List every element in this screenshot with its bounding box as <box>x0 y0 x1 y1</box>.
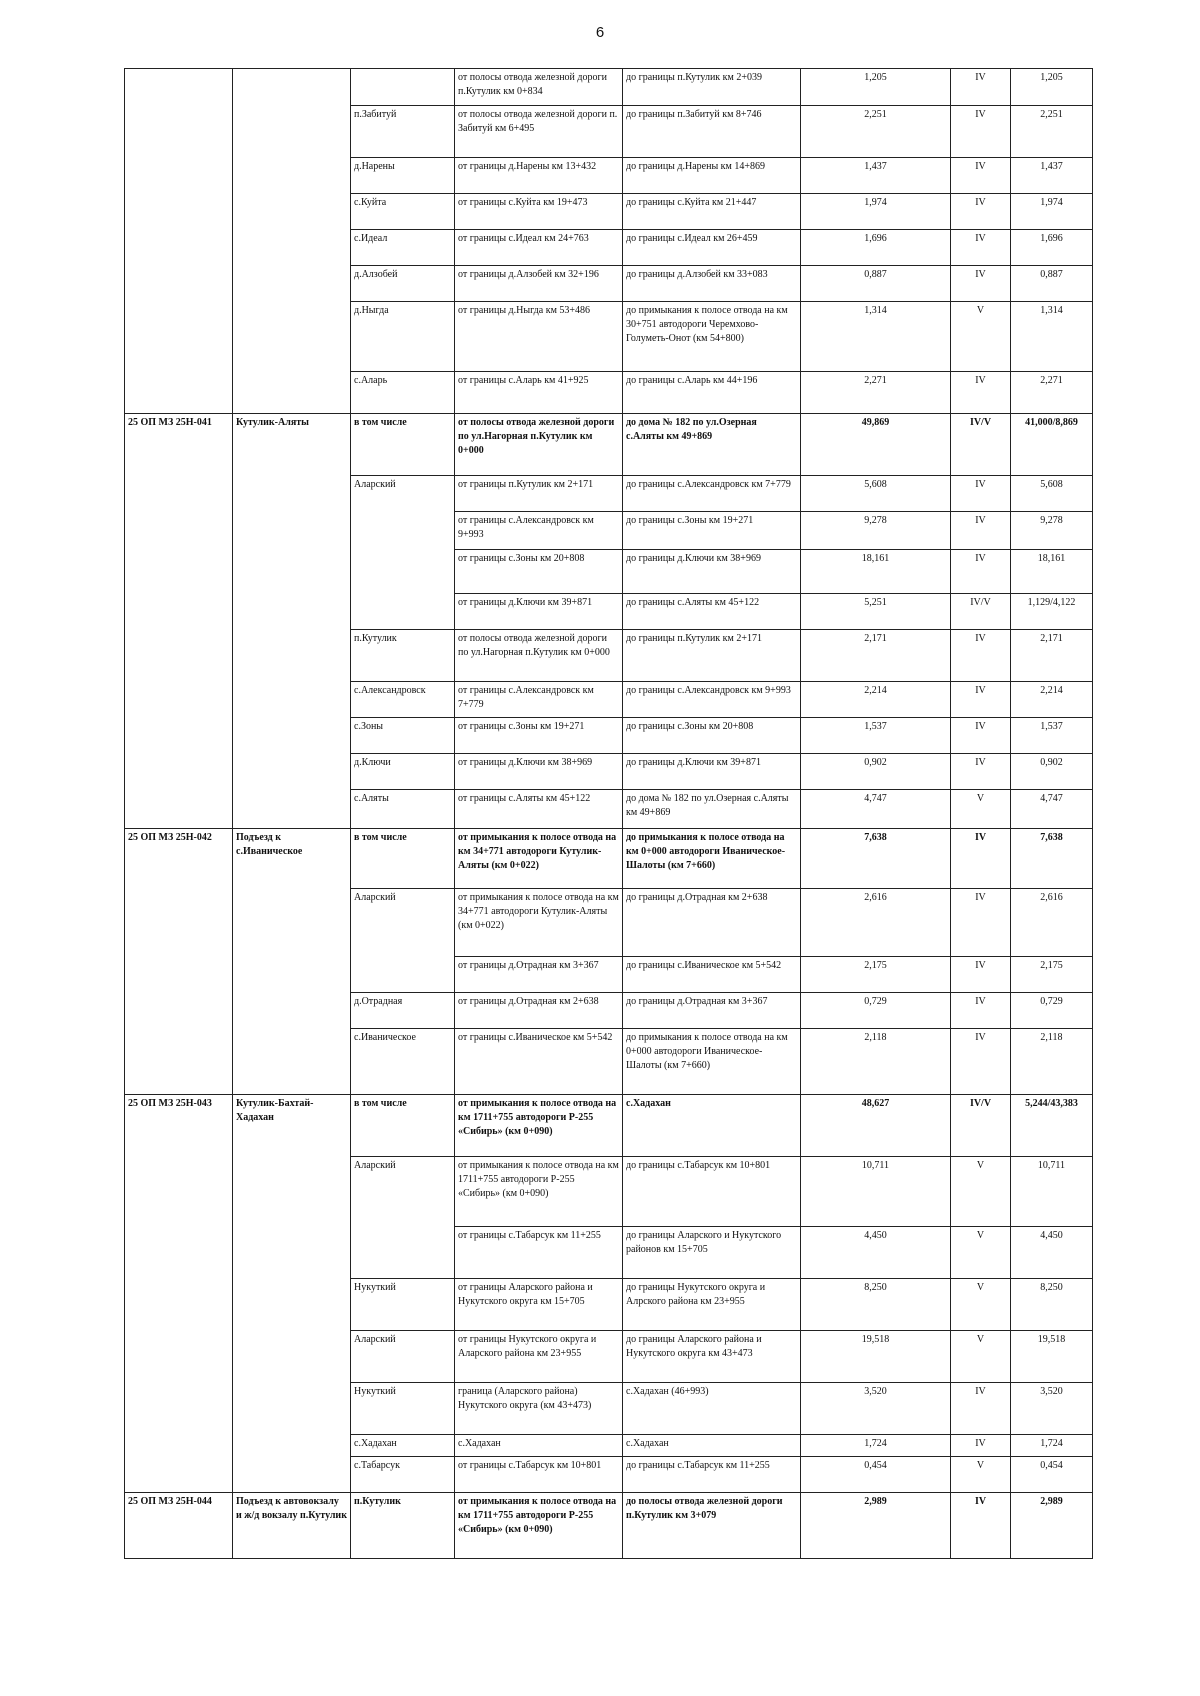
category-cell: IV <box>951 630 1011 682</box>
segment-from-cell: от границы п.Кутулик км 2+171 <box>455 476 623 512</box>
road-name-cell <box>233 754 351 790</box>
road-name-cell <box>233 106 351 158</box>
category-length-cell: 19,518 <box>1011 1331 1093 1383</box>
table-row <box>125 1457 1093 1493</box>
area-cell: с.Зоны <box>351 718 455 754</box>
table-row <box>125 1435 1093 1457</box>
road-name-cell <box>233 230 351 266</box>
segment-to-cell: до дома № 182 по ул.Озерная с.Аляты км 49+869 <box>623 790 801 829</box>
length-cell: 9,278 <box>801 512 951 550</box>
category-length-cell: 0,454 <box>1011 1457 1093 1493</box>
category-cell: IV <box>951 194 1011 230</box>
category-cell: IV <box>951 476 1011 512</box>
segment-from-cell: от примыкания к полосе отвода на км 1711+755 автодороги Р-255 «Сибирь» (км 0+090) <box>455 1157 623 1227</box>
length-cell: 1,974 <box>801 194 951 230</box>
table-row <box>125 106 1093 158</box>
category-cell: V <box>951 302 1011 372</box>
category-length-cell: 2,175 <box>1011 957 1093 993</box>
area-cell: Аларский <box>351 1157 455 1227</box>
category-length-cell: 0,729 <box>1011 993 1093 1029</box>
road-name-cell <box>233 1227 351 1279</box>
segment-to-cell: до границы с.Табарсук км 11+255 <box>623 1457 801 1493</box>
area-cell: Нукуткий <box>351 1383 455 1435</box>
segment-from-cell: от полосы отвода железной дороги по ул.Нагорная п.Кутулик км 0+000 <box>455 630 623 682</box>
table-row <box>125 372 1093 414</box>
category-length-cell: 10,711 <box>1011 1157 1093 1227</box>
road-code-cell <box>125 718 233 754</box>
segment-to-cell: до примыкания к полосе отвода на км 30+751 автодороги Черемхово-Голуметь-Онот (км 54+800) <box>623 302 801 372</box>
category-cell: V <box>951 1157 1011 1227</box>
segment-to-cell: до дома № 182 по ул.Озерная с.Аляты км 49+869 <box>623 414 801 476</box>
table-row <box>125 718 1093 754</box>
length-cell: 3,520 <box>801 1383 951 1435</box>
category-cell: IV <box>951 158 1011 194</box>
category-cell: IV <box>951 1493 1011 1559</box>
category-cell: V <box>951 1279 1011 1331</box>
road-code-cell <box>125 69 233 106</box>
segment-to-cell: до границы с.Табарсук км 10+801 <box>623 1157 801 1227</box>
area-cell: п.Кутулик <box>351 630 455 682</box>
road-code-cell <box>125 1457 233 1493</box>
road-code-cell <box>125 682 233 718</box>
segment-from-cell: с.Хадахан <box>455 1435 623 1457</box>
segment-from-cell: от границы д.Ключи км 38+969 <box>455 754 623 790</box>
length-cell: 0,454 <box>801 1457 951 1493</box>
segment-from-cell: от границы Аларского района и Нукутского округа км 15+705 <box>455 1279 623 1331</box>
road-name-cell <box>233 682 351 718</box>
length-cell: 1,696 <box>801 230 951 266</box>
segment-from-cell: от границы с.Зоны км 20+808 <box>455 550 623 594</box>
road-code-cell <box>125 1157 233 1227</box>
road-name-cell: Подъезд к с.Иваническое <box>233 829 351 889</box>
category-cell: IV/V <box>951 594 1011 630</box>
segment-from-cell: от границы с.Табарсук км 10+801 <box>455 1457 623 1493</box>
area-cell: с.Александровск <box>351 682 455 718</box>
category-length-cell: 1,974 <box>1011 194 1093 230</box>
category-length-cell: 2,118 <box>1011 1029 1093 1095</box>
table-row <box>125 754 1093 790</box>
segment-from-cell: от границы с.Александровск км 9+993 <box>455 512 623 550</box>
road-code-cell <box>125 1279 233 1331</box>
category-cell: IV <box>951 372 1011 414</box>
length-cell: 5,608 <box>801 476 951 512</box>
road-code-cell: 25 ОП МЗ 25Н-041 <box>125 414 233 476</box>
segment-from-cell: от границы д.Нарены км 13+432 <box>455 158 623 194</box>
length-cell: 1,537 <box>801 718 951 754</box>
road-name-cell <box>233 1157 351 1227</box>
category-length-cell: 7,638 <box>1011 829 1093 889</box>
road-code-cell: 25 ОП МЗ 25Н-043 <box>125 1095 233 1157</box>
category-length-cell: 1,129/4,122 <box>1011 594 1093 630</box>
table-row <box>125 194 1093 230</box>
length-cell: 2,989 <box>801 1493 951 1559</box>
category-length-cell: 0,887 <box>1011 266 1093 302</box>
segment-to-cell: до границы с.Александровск км 7+779 <box>623 476 801 512</box>
length-cell: 19,518 <box>801 1331 951 1383</box>
area-cell: в том числе <box>351 414 455 476</box>
table-row <box>125 512 1093 550</box>
area-cell: п.Забитуй <box>351 106 455 158</box>
road-code-cell: 25 ОП МЗ 25Н-044 <box>125 1493 233 1559</box>
category-length-cell: 1,437 <box>1011 158 1093 194</box>
page-number: 6 <box>595 24 605 41</box>
length-cell: 49,869 <box>801 414 951 476</box>
table-row <box>125 1279 1093 1331</box>
road-code-cell <box>125 630 233 682</box>
table-row <box>125 993 1093 1029</box>
road-code-cell <box>125 372 233 414</box>
area-cell: д.Алзобей <box>351 266 455 302</box>
length-cell: 2,251 <box>801 106 951 158</box>
area-cell: д.Отрадная <box>351 993 455 1029</box>
category-length-cell: 2,989 <box>1011 1493 1093 1559</box>
road-name-cell <box>233 1331 351 1383</box>
roads-table <box>124 68 1093 1559</box>
length-cell: 2,171 <box>801 630 951 682</box>
area-cell <box>351 594 455 630</box>
segment-to-cell: до границы с.Зоны км 20+808 <box>623 718 801 754</box>
category-cell: IV <box>951 1435 1011 1457</box>
segment-from-cell: от границы с.Иваническое км 5+542 <box>455 1029 623 1095</box>
table-row <box>125 1157 1093 1227</box>
category-length-cell: 41,000/8,869 <box>1011 414 1093 476</box>
road-name-cell <box>233 1029 351 1095</box>
segment-to-cell: до границы с.Аляты км 45+122 <box>623 594 801 630</box>
table-row <box>125 230 1093 266</box>
segment-to-cell: до границы с.Аларь км 44+196 <box>623 372 801 414</box>
segment-to-cell: до границы Нукутского округа и Алрского района км 23+955 <box>623 1279 801 1331</box>
category-cell: V <box>951 790 1011 829</box>
road-name-cell <box>233 476 351 512</box>
table-row <box>125 889 1093 957</box>
length-cell: 1,724 <box>801 1435 951 1457</box>
road-code-cell <box>125 158 233 194</box>
category-cell: IV <box>951 106 1011 158</box>
area-cell: с.Иваническое <box>351 1029 455 1095</box>
category-length-cell: 1,696 <box>1011 230 1093 266</box>
category-length-cell: 5,608 <box>1011 476 1093 512</box>
road-code-cell <box>125 1435 233 1457</box>
category-cell: V <box>951 1227 1011 1279</box>
road-name-cell <box>233 372 351 414</box>
road-name-cell <box>233 512 351 550</box>
length-cell: 4,450 <box>801 1227 951 1279</box>
table-row <box>125 594 1093 630</box>
road-name-cell <box>233 1279 351 1331</box>
category-length-cell: 0,902 <box>1011 754 1093 790</box>
segment-to-cell: до границы д.Нарены км 14+869 <box>623 158 801 194</box>
table-row <box>125 1095 1093 1157</box>
length-cell: 8,250 <box>801 1279 951 1331</box>
length-cell: 1,205 <box>801 69 951 106</box>
area-cell: п.Кутулик <box>351 1493 455 1559</box>
category-cell: IV <box>951 682 1011 718</box>
road-code-cell <box>125 993 233 1029</box>
segment-to-cell: до полосы отвода железной дороги п.Кутулик км 3+079 <box>623 1493 801 1559</box>
table-row <box>125 957 1093 993</box>
category-cell: IV <box>951 957 1011 993</box>
area-cell: с.Хадахан <box>351 1435 455 1457</box>
road-name-cell: Подъезд к автовокзалу и ж/д вокзалу п.Кутулик <box>233 1493 351 1559</box>
length-cell: 2,175 <box>801 957 951 993</box>
table-row <box>125 630 1093 682</box>
road-name-cell <box>233 550 351 594</box>
table-row <box>125 158 1093 194</box>
area-cell: д.Ныгда <box>351 302 455 372</box>
area-cell: в том числе <box>351 1095 455 1157</box>
area-cell: с.Табарсук <box>351 1457 455 1493</box>
segment-to-cell: до границы с.Куйта км 21+447 <box>623 194 801 230</box>
segment-from-cell: от примыкания к полосе отвода на км 1711+755 автодороги Р-255 «Сибирь» (км 0+090) <box>455 1493 623 1559</box>
length-cell: 1,437 <box>801 158 951 194</box>
category-cell: IV <box>951 69 1011 106</box>
road-name-cell <box>233 1435 351 1457</box>
area-cell <box>351 69 455 106</box>
road-name-cell <box>233 1383 351 1435</box>
category-cell: IV <box>951 550 1011 594</box>
area-cell: д.Ключи <box>351 754 455 790</box>
category-length-cell: 9,278 <box>1011 512 1093 550</box>
table-row <box>125 550 1093 594</box>
category-length-cell: 2,171 <box>1011 630 1093 682</box>
road-name-cell <box>233 993 351 1029</box>
road-code-cell <box>125 1331 233 1383</box>
category-length-cell: 2,214 <box>1011 682 1093 718</box>
road-name-cell: Кутулик-Бахтай-Хадахан <box>233 1095 351 1157</box>
segment-from-cell: от границы д.Ныгда км 53+486 <box>455 302 623 372</box>
segment-from-cell: от полосы отвода железной дороги п. Забитуй км 6+495 <box>455 106 623 158</box>
road-code-cell <box>125 230 233 266</box>
segment-from-cell: от границы д.Отрадная км 2+638 <box>455 993 623 1029</box>
category-length-cell: 5,244/43,383 <box>1011 1095 1093 1157</box>
road-name-cell <box>233 594 351 630</box>
segment-from-cell: от границы с.Зоны км 19+271 <box>455 718 623 754</box>
road-name-cell <box>233 718 351 754</box>
road-code-cell <box>125 194 233 230</box>
category-cell: IV/V <box>951 414 1011 476</box>
table-row <box>125 829 1093 889</box>
length-cell: 1,314 <box>801 302 951 372</box>
category-length-cell: 4,450 <box>1011 1227 1093 1279</box>
road-code-cell <box>125 1383 233 1435</box>
area-cell: в том числе <box>351 829 455 889</box>
area-cell <box>351 957 455 993</box>
area-cell: Нукуткий <box>351 1279 455 1331</box>
length-cell: 48,627 <box>801 1095 951 1157</box>
table-row <box>125 1493 1093 1559</box>
length-cell: 2,118 <box>801 1029 951 1095</box>
category-length-cell: 18,161 <box>1011 550 1093 594</box>
segment-from-cell: от границы Нукутского округа и Аларского района км 23+955 <box>455 1331 623 1383</box>
road-code-cell <box>125 512 233 550</box>
road-name-cell <box>233 69 351 106</box>
road-code-cell: 25 ОП МЗ 25Н-042 <box>125 829 233 889</box>
road-name-cell <box>233 1457 351 1493</box>
segment-to-cell: до границы д.Отрадная км 3+367 <box>623 993 801 1029</box>
table-row <box>125 266 1093 302</box>
road-name-cell <box>233 158 351 194</box>
length-cell: 5,251 <box>801 594 951 630</box>
table-row <box>125 476 1093 512</box>
segment-to-cell: до границы д.Ключи км 39+871 <box>623 754 801 790</box>
segment-to-cell: до границы с.Александровск км 9+993 <box>623 682 801 718</box>
category-length-cell: 2,616 <box>1011 889 1093 957</box>
category-cell: IV <box>951 230 1011 266</box>
segment-to-cell: до границы д.Алзобей км 33+083 <box>623 266 801 302</box>
road-code-cell <box>125 302 233 372</box>
length-cell: 2,271 <box>801 372 951 414</box>
road-name-cell <box>233 889 351 957</box>
length-cell: 0,887 <box>801 266 951 302</box>
category-length-cell: 3,520 <box>1011 1383 1093 1435</box>
table-row <box>125 1331 1093 1383</box>
road-name-cell <box>233 630 351 682</box>
category-cell: IV <box>951 993 1011 1029</box>
segment-to-cell: до границы с.Иваническое км 5+542 <box>623 957 801 993</box>
category-cell: IV <box>951 829 1011 889</box>
length-cell: 0,729 <box>801 993 951 1029</box>
segment-from-cell: от границы д.Отрадная км 3+367 <box>455 957 623 993</box>
segment-from-cell: от примыкания к полосе отвода на км 34+771 автодороги Кутулик-Аляты (км 0+022) <box>455 829 623 889</box>
category-cell: IV <box>951 754 1011 790</box>
length-cell: 2,616 <box>801 889 951 957</box>
road-code-cell <box>125 754 233 790</box>
area-cell: д.Нарены <box>351 158 455 194</box>
table-row <box>125 1029 1093 1095</box>
road-code-cell <box>125 266 233 302</box>
road-name-cell <box>233 790 351 829</box>
road-name-cell <box>233 266 351 302</box>
segment-to-cell: до границы с.Идеал км 26+459 <box>623 230 801 266</box>
segment-to-cell: до границы п.Кутулик км 2+171 <box>623 630 801 682</box>
road-code-cell <box>125 106 233 158</box>
category-cell: IV <box>951 512 1011 550</box>
category-length-cell: 2,271 <box>1011 372 1093 414</box>
road-code-cell <box>125 889 233 957</box>
area-cell: Аларский <box>351 1331 455 1383</box>
segment-from-cell: от границы с.Идеал км 24+763 <box>455 230 623 266</box>
category-cell: IV <box>951 1029 1011 1095</box>
road-code-cell <box>125 476 233 512</box>
segment-to-cell: до границы Аларского района и Нукутского округа км 43+473 <box>623 1331 801 1383</box>
length-cell: 7,638 <box>801 829 951 889</box>
category-length-cell: 2,251 <box>1011 106 1093 158</box>
table-row <box>125 682 1093 718</box>
segment-from-cell: от границы с.Аляты км 45+122 <box>455 790 623 829</box>
area-cell <box>351 1227 455 1279</box>
table-row <box>125 69 1093 106</box>
segment-from-cell: от границы д.Алзобей км 32+196 <box>455 266 623 302</box>
segment-to-cell: до границы Аларского и Нукутского районов км 15+705 <box>623 1227 801 1279</box>
category-cell: IV <box>951 266 1011 302</box>
road-code-cell <box>125 594 233 630</box>
category-cell: IV <box>951 1383 1011 1435</box>
area-cell: с.Аляты <box>351 790 455 829</box>
segment-from-cell: от границы с.Александровск км 7+779 <box>455 682 623 718</box>
length-cell: 4,747 <box>801 790 951 829</box>
length-cell: 2,214 <box>801 682 951 718</box>
segment-to-cell: до примыкания к полосе отвода на км 0+000 автодороги Иваническое-Шалоты (км 7+660) <box>623 829 801 889</box>
category-cell: V <box>951 1457 1011 1493</box>
segment-from-cell: от примыкания к полосе отвода на км 1711+755 автодороги Р-255 «Сибирь» (км 0+090) <box>455 1095 623 1157</box>
area-cell <box>351 550 455 594</box>
segment-from-cell: граница (Аларского района) Нукутского округа (км 43+473) <box>455 1383 623 1435</box>
segment-to-cell: с.Хадахан <box>623 1095 801 1157</box>
segment-from-cell: от границы с.Куйта км 19+473 <box>455 194 623 230</box>
segment-from-cell: от границы д.Ключи км 39+871 <box>455 594 623 630</box>
segment-to-cell: с.Хадахан <box>623 1435 801 1457</box>
length-cell: 10,711 <box>801 1157 951 1227</box>
area-cell <box>351 512 455 550</box>
segment-to-cell: до границы д.Отрадная км 2+638 <box>623 889 801 957</box>
category-length-cell: 1,314 <box>1011 302 1093 372</box>
segment-from-cell: от границы с.Аларь км 41+925 <box>455 372 623 414</box>
category-cell: V <box>951 1331 1011 1383</box>
segment-to-cell: до границы д.Ключи км 38+969 <box>623 550 801 594</box>
road-name-cell <box>233 302 351 372</box>
table-row <box>125 302 1093 372</box>
category-length-cell: 4,747 <box>1011 790 1093 829</box>
category-cell: IV <box>951 889 1011 957</box>
road-code-cell <box>125 1227 233 1279</box>
table-row <box>125 1383 1093 1435</box>
road-code-cell <box>125 1029 233 1095</box>
category-cell: IV/V <box>951 1095 1011 1157</box>
segment-to-cell: до границы п.Забитуй км 8+746 <box>623 106 801 158</box>
road-name-cell <box>233 957 351 993</box>
table-row <box>125 414 1093 476</box>
road-name-cell <box>233 194 351 230</box>
segment-from-cell: от примыкания к полосе отвода на км 34+771 автодороги Кутулик-Аляты (км 0+022) <box>455 889 623 957</box>
segment-from-cell: от полосы отвода железной дороги п.Кутулик км 0+834 <box>455 69 623 106</box>
segment-to-cell: до границы п.Кутулик км 2+039 <box>623 69 801 106</box>
segment-from-cell: от границы с.Табарсук км 11+255 <box>455 1227 623 1279</box>
segment-from-cell: от полосы отвода железной дороги по ул.Нагорная п.Кутулик км 0+000 <box>455 414 623 476</box>
area-cell: с.Аларь <box>351 372 455 414</box>
category-length-cell: 1,537 <box>1011 718 1093 754</box>
table-row <box>125 790 1093 829</box>
road-code-cell <box>125 550 233 594</box>
area-cell: с.Идеал <box>351 230 455 266</box>
road-code-cell <box>125 790 233 829</box>
segment-to-cell: с.Хадахан (46+993) <box>623 1383 801 1435</box>
segment-to-cell: до границы с.Зоны км 19+271 <box>623 512 801 550</box>
road-name-cell: Кутулик-Аляты <box>233 414 351 476</box>
length-cell: 0,902 <box>801 754 951 790</box>
segment-to-cell: до примыкания к полосе отвода на км 0+000 автодороги Иваническое-Шалоты (км 7+660) <box>623 1029 801 1095</box>
length-cell: 18,161 <box>801 550 951 594</box>
category-length-cell: 1,205 <box>1011 69 1093 106</box>
table-row <box>125 1227 1093 1279</box>
area-cell: Аларский <box>351 889 455 957</box>
road-code-cell <box>125 957 233 993</box>
category-cell: IV <box>951 718 1011 754</box>
area-cell: Аларский <box>351 476 455 512</box>
category-length-cell: 1,724 <box>1011 1435 1093 1457</box>
category-length-cell: 8,250 <box>1011 1279 1093 1331</box>
area-cell: с.Куйта <box>351 194 455 230</box>
